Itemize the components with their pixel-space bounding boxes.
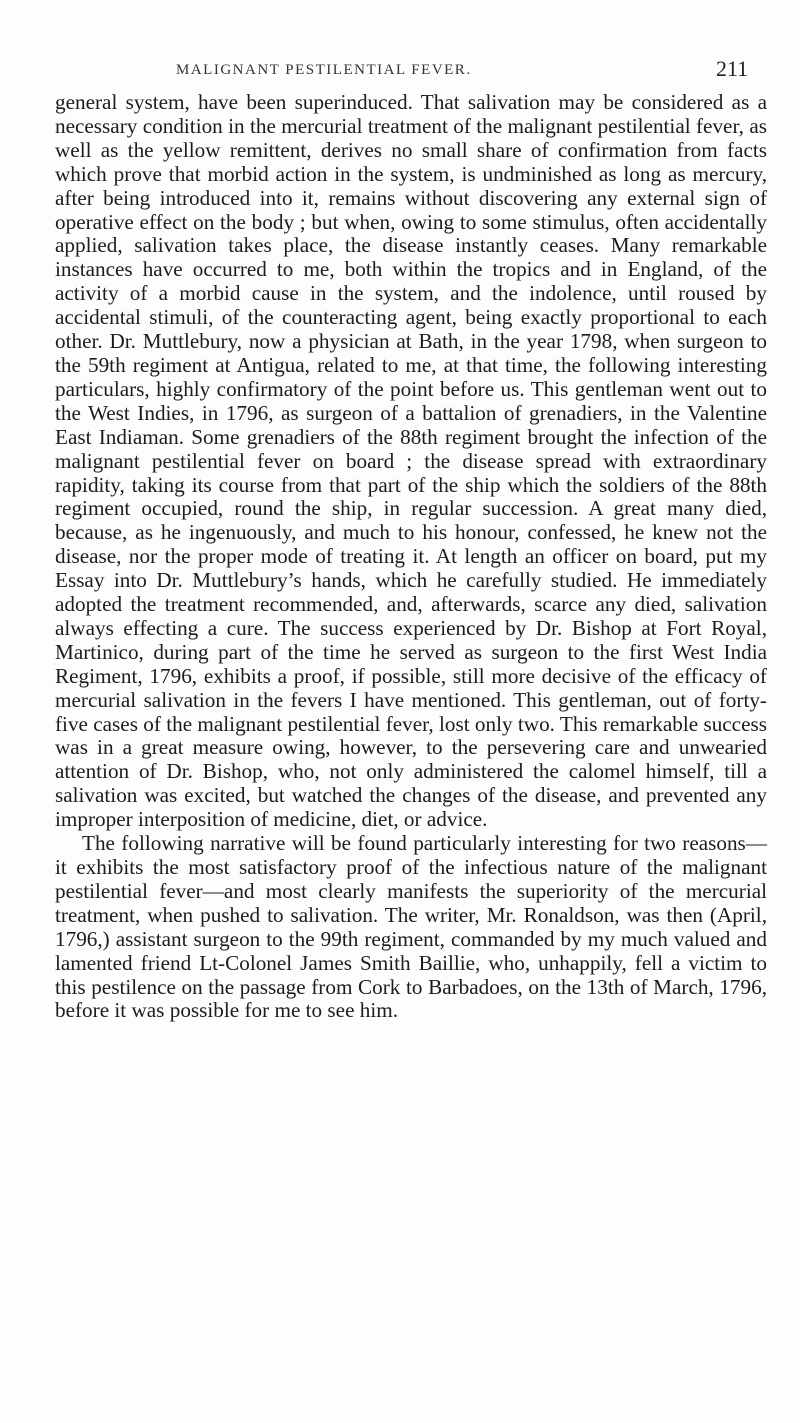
body-text: [55, 91, 767, 1023]
page-number: 211: [716, 56, 749, 81]
paragraph: general system, have been superinduced. That salivation may be considered as a necessary condition in the mercurial treatment of the malignant pestilential fever, as well as the yellow remittent, derives no small share of confirmation from facts which prove that morbid action in the system, is undminished as long as mercury, after being introduced into it, remains without discovering any external sign of operative effect on the body ; but when, owing to some stimulus, often accidentally applied, salivation takes place, the disease instantly ceases. Many remarkable instances have occurred to me, both within the tropics and in England, of the activity of a morbid cause in the system, and the indolence, until roused by accidental stimuli, of the counteracting agent, being exactly proportional to each other. Dr. Muttlebury, now a physician at Bath, in the year 1798, when surgeon to the 59th regiment at Antigua, related to me, at that time, the following interesting particulars, highly confirmatory of the point before us. This gentleman went out to the West Indies, in 1796, as surgeon of a battalion of grenadiers, in the Valentine East Indiaman. Some grenadiers of the 88th regiment brought the infection of the malignant pestilential fever on board ; the disease spread with extraordinary rapidity, taking its course from that part of the ship which the soldiers of the 88th regiment occupied, round the ship, in regular succession. A great many died, because, as he ingenuously, and much to his honour, confessed, he knew not the disease, nor the proper mode of treating it. At length an officer on board, put my Essay into Dr. Muttlebury’s hands, which he carefully studied. He immediately adopted the treatment recommended, and, afterwards, scarce any died, salivation always effecting a cure. The success experienced by Dr. Bishop at Fort Royal, Martinico, during part of the time he served as surgeon to the first West India Regiment, 1796, exhibits a proof, if possible, still more decisive of the efficacy of mercurial salivation in the fevers I have mentioned. This gentleman, out of forty-five cases of the malignant pestilential fever, lost only two. This remarkable success was in a great measure owing, however, to the persevering care and unwearied attention of Dr. Bishop, who, not only administered the calomel himself, till a salivation was excited, but watched the changes of the disease, and prevented any improper interposition of medicine, diet, or advice.: [55, 90, 767, 832]
running-title: MALIGNANT PESTILENTIAL FEVER.: [176, 62, 472, 78]
paragraph: The following narrative will be found particularly interesting for two reasons—it exhibits the most satisfactory proof of the infectious nature of the malignant pestilential fever—and most clearly manifests the superiority of the mercurial treatment, when pushed to salivation. The writer, Mr. Ronaldson, was then (April, 1796,) assistant surgeon to the 99th regiment, commanded by my much valued and lamented friend Lt-Colonel James Smith Baillie, who, unhappily, fell a victim to this pestilence on the passage from Cork to Barbadoes, on the 13th of March, 1796, before it was possible for me to see him.: [55, 831, 767, 1023]
